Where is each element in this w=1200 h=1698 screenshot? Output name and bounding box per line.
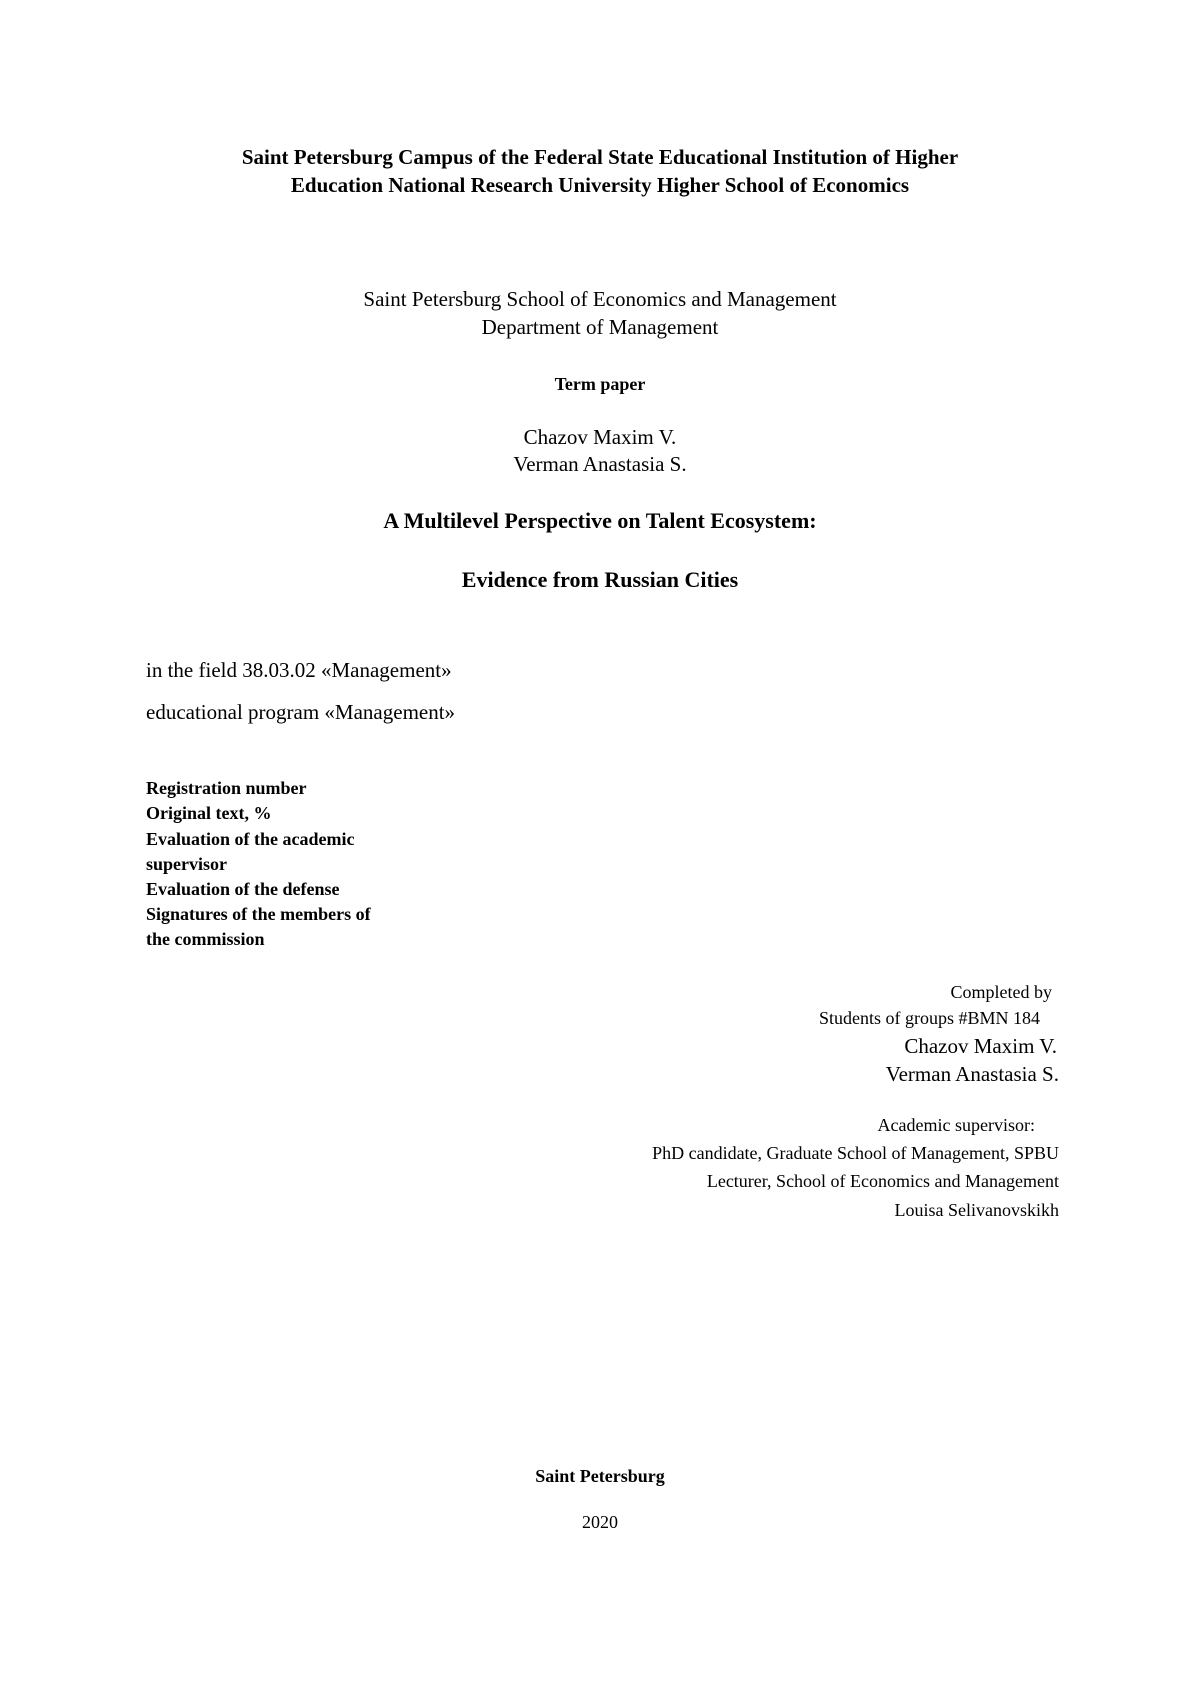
supervisor-position: Lecturer, School of Economics and Management xyxy=(706,1171,1059,1191)
supervisor-name: Louisa Selivanovskikh xyxy=(894,1200,1059,1220)
educational-program: educational program «Management» xyxy=(146,700,456,724)
field-of-study: in the field 38.03.02 «Management» xyxy=(146,658,452,682)
department-name: Department of Management xyxy=(481,315,719,339)
school-name: Saint Petersburg School of Economics and Management xyxy=(363,287,837,311)
paper-title-line-2: Evidence from Russian Cities xyxy=(461,567,739,592)
supervisor-position: PhD candidate, Graduate School of Management, SPBU xyxy=(652,1143,1059,1163)
city: Saint Petersburg xyxy=(535,1466,665,1486)
institution-name-line-2: Education National Research University Higher School of Economics xyxy=(290,173,910,197)
author-name: Chazov Maxim V. xyxy=(523,425,677,449)
student-groups: Students of groups #BMN 184 xyxy=(818,1008,1040,1028)
institution-name-line-1: Saint Petersburg Campus of the Federal State Educational Institution of Higher xyxy=(241,145,959,169)
completed-author-name: Verman Anastasia S. xyxy=(885,1062,1059,1086)
document-type: Term paper xyxy=(554,374,646,394)
registration-item: Registration number xyxy=(146,778,307,798)
registration-item: supervisor xyxy=(146,854,227,874)
year: 2020 xyxy=(582,1512,618,1532)
supervisor-label: Academic supervisor: xyxy=(877,1115,1035,1135)
registration-item: Evaluation of the academic xyxy=(146,829,355,849)
completed-author-name: Chazov Maxim V. xyxy=(904,1034,1057,1058)
paper-title-line-1: A Multilevel Perspective on Talent Ecosystem: xyxy=(383,508,817,533)
registration-item: Evaluation of the defense xyxy=(146,879,340,899)
registration-item: the commission xyxy=(146,929,265,949)
completed-by-label: Completed by xyxy=(950,982,1052,1002)
registration-item: Original text, % xyxy=(146,803,272,823)
author-name: Verman Anastasia S. xyxy=(513,452,687,476)
registration-item: Signatures of the members of xyxy=(146,904,371,924)
